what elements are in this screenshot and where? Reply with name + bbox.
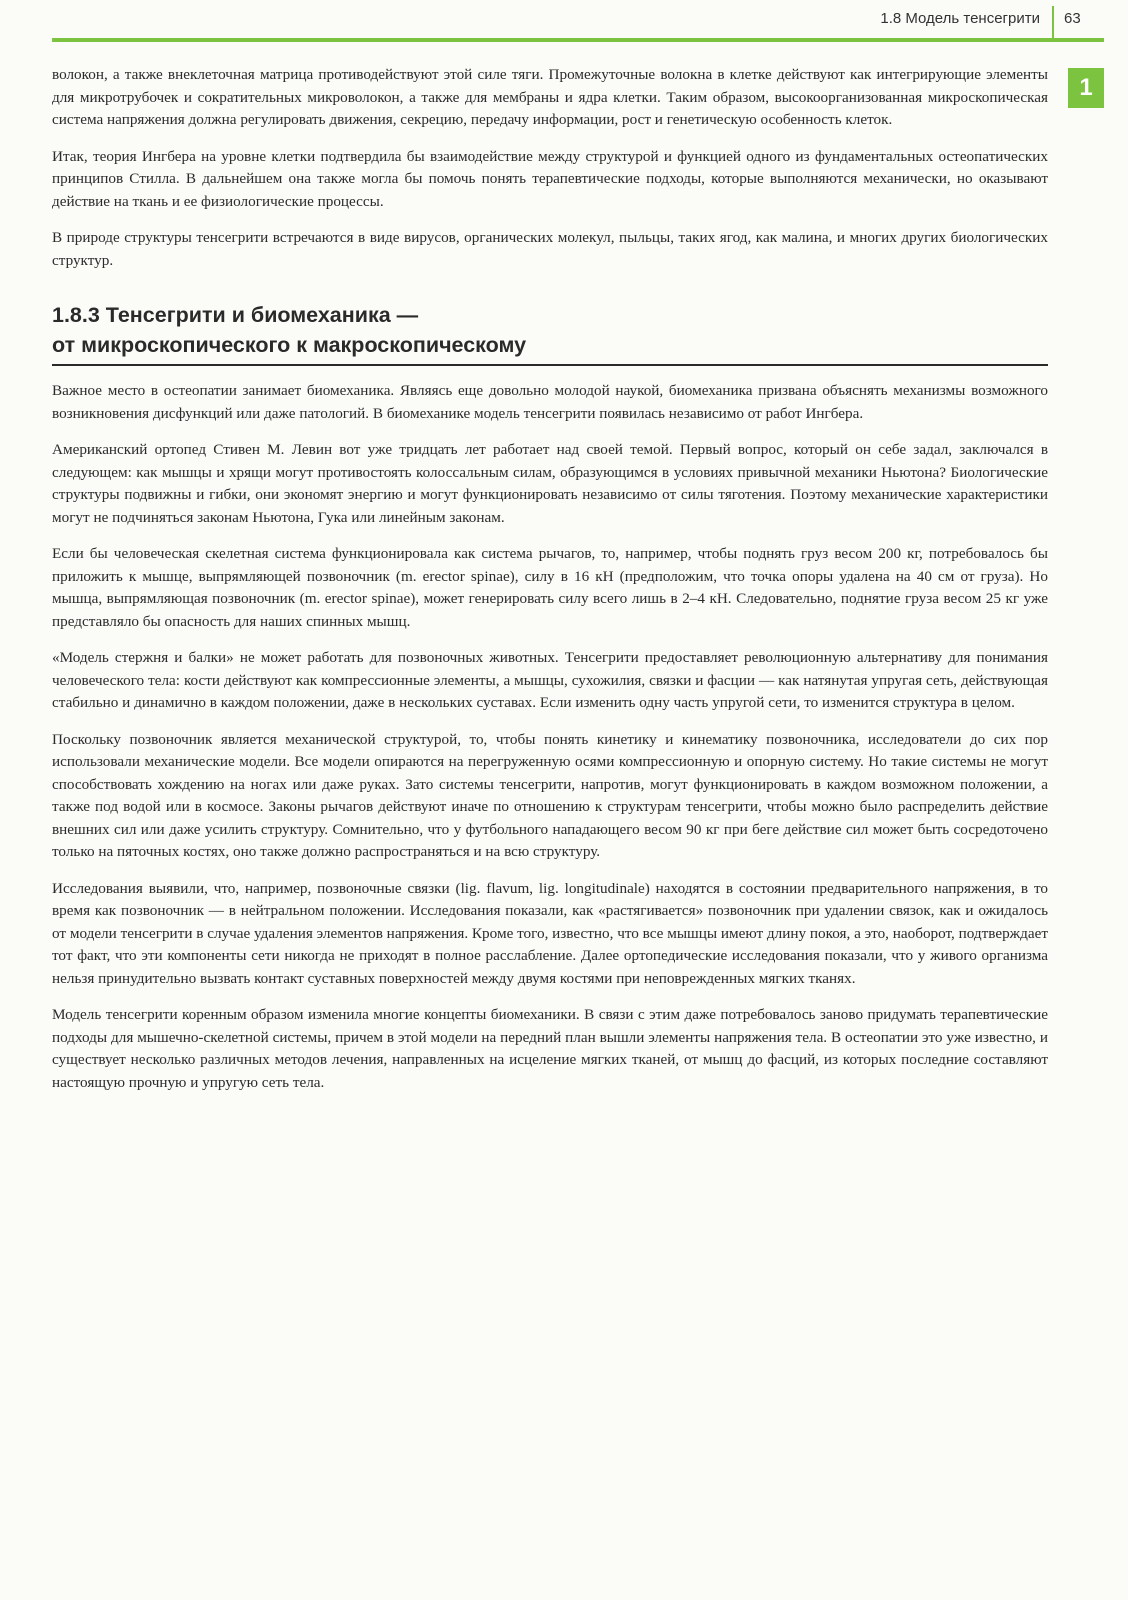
paragraph: Поскольку позвоночник является механической структурой, то, чтобы понять кинетику и кинематику позвоночника, исследователи до сих пор использовали механические модели. Все модели опираются на перегруженную осями компрессионную и опорную систему. Но такие системы не могут способствовать хождению на ногах или даже руках. Зато системы тенсегрити, напротив, могут функционировать в каждом возможном положении, а также под водой или в космосе. Законы рычагов действуют иначе по отношению к структурам тенсегрити, чтобы можно было распределить действие внешних сил или даже усилить структуру. Сомнительно, что у футбольного нападающего весом 90 кг при беге действие сил может быть сосредоточено только на пяточных костях, оно также должно распространяться и на всю структуру. xyxy=(52,730,1048,860)
paragraph: волокон, а также внеклеточная матрица противодействуют этой силе тяги. Промежуточные волокна в клетке действуют как интегрирующие элементы для микротрубочек и сократительных микроволокон, а также для мембраны и ядра клетки. Таким образом, высокоорганизованная микроскопическая система напряжения должна регулировать движения, секрецию, передачу информации, рост и генетическую особенность клеток. xyxy=(52,66,1048,128)
chapter-tab: 1 xyxy=(1068,68,1104,108)
page-body xyxy=(52,64,1048,1108)
paragraph: Американский ортопед Стивен М. Левин вот уже тридцать лет работает над своей темой. Первый вопрос, который он себе задал, заключался в следующем: как мышцы и хрящи могут противостоять колоссальным силам, образующимся в условиях привычной механики Ньютона? Биологические структуры подвижны и гибки, они экономят энергию и могут функционировать независимо от силы тяготения. Поэтому механические характеристики могут не подчиняться законам Ньютона, Гука или линейным законам. xyxy=(52,441,1048,526)
paragraph: Исследования выявили, что, например, позвоночные связки (lig. flavum, lig. longitudinale) находятся в состоянии предварительного напряжения, в то время как позвоночник — в нейтральном положении. Исследования показали, как «растягивается» позвоночник при удалении связок, как и ожидалось от модели тенсегрити в случае удаления элементов напряжения. Кроме того, известно, что все мышцы имеют длину покоя, а это, наоборот, подтверждает тот факт, что эти компоненты сети никогда не приходят в полное расслабление. Далее ортопедические исследования показали, что у живого организма нельзя принудительно вызвать контакт суставных поверхностей между двумя костями при неповрежденных мягких тканях. xyxy=(52,879,1049,987)
section-heading-line2: от микроскопического к макроскопическому xyxy=(52,333,527,357)
header-rule xyxy=(52,38,1104,42)
page-number: 63 xyxy=(1064,10,1081,27)
heading-underline xyxy=(52,364,1048,366)
paragraph: Важное место в остеопатии занимает биомеханика. Являясь еще довольно молодой наукой, биомеханика призвана объяснять механизмы возможного возникновения дисфункций или даже патологий. В биомеханике модель тенсегрити появилась независимо от работ Ингбера. xyxy=(52,382,1048,422)
section-heading xyxy=(52,300,1048,366)
running-header-title: 1.8 Модель тенсегрити xyxy=(880,10,1040,27)
paragraph: Если бы человеческая скелетная система функционировала как система рычагов, то, например, чтобы поднять груз весом 200 кг, потребовалось бы приложить к мышце, выпрямляющей позвоночник (m. erector spinae), силу в 16 кН (предположим, что точка опоры удалена на 40 см от груза). Но мышца, выпрямляющая позвоночник (m. erector spinae), может генерировать силу всего лишь в 2–4 кН. Следовательно, поднятие груза весом 25 кг уже представляло бы опасность для наших спинных мышц. xyxy=(52,545,1048,630)
paragraph: Модель тенсегрити коренным образом изменила многие концепты биомеханики. В связи с этим даже потребовалось заново придумать терапевтические подходы для мышечно-скелетной системы, причем в этой модели на передний план вышли элементы напряжения тела. В остеопатии это уже известно, и существует несколько различных методов лечения, направленных на исцеление мягких тканей, от мышц до фасций, из которых последние составляют настоящую прочную и упругую сеть тела. xyxy=(52,1006,1048,1091)
section-heading-line1: 1.8.3 Тенсегрити и биомеханика — xyxy=(52,303,419,327)
paragraph: Итак, теория Ингбера на уровне клетки подтвердила бы взаимодействие между структурой и функцией одного из фундаментальных остеопатических принципов Стилла. В дальнейшем она также могла бы помочь понять терапевтические подходы, которые выполняются механически, но оказывают действие на ткань и ее физиологические процессы. xyxy=(52,147,1048,210)
header-divider xyxy=(1052,6,1054,40)
paragraph: В природе структуры тенсегрити встречаются в виде вирусов, органических молекул, пыльцы, таких ягод, как малина, и многих других биологических структур. xyxy=(52,229,1048,269)
paragraph: «Модель стержня и балки» не может работать для позвоночных животных. Тенсегрити предоставляет революционную альтернативу для понимания человеческого тела: кости действуют как компрессионные элементы, а мышцы, сухожилия, связки и фасции — как натянутая упругая сеть, действующая стабильно и динамично в каждом положении, даже в нескольких суставах. Если изменить одну часть упругой сети, то изменится структура в целом. xyxy=(52,649,1048,711)
